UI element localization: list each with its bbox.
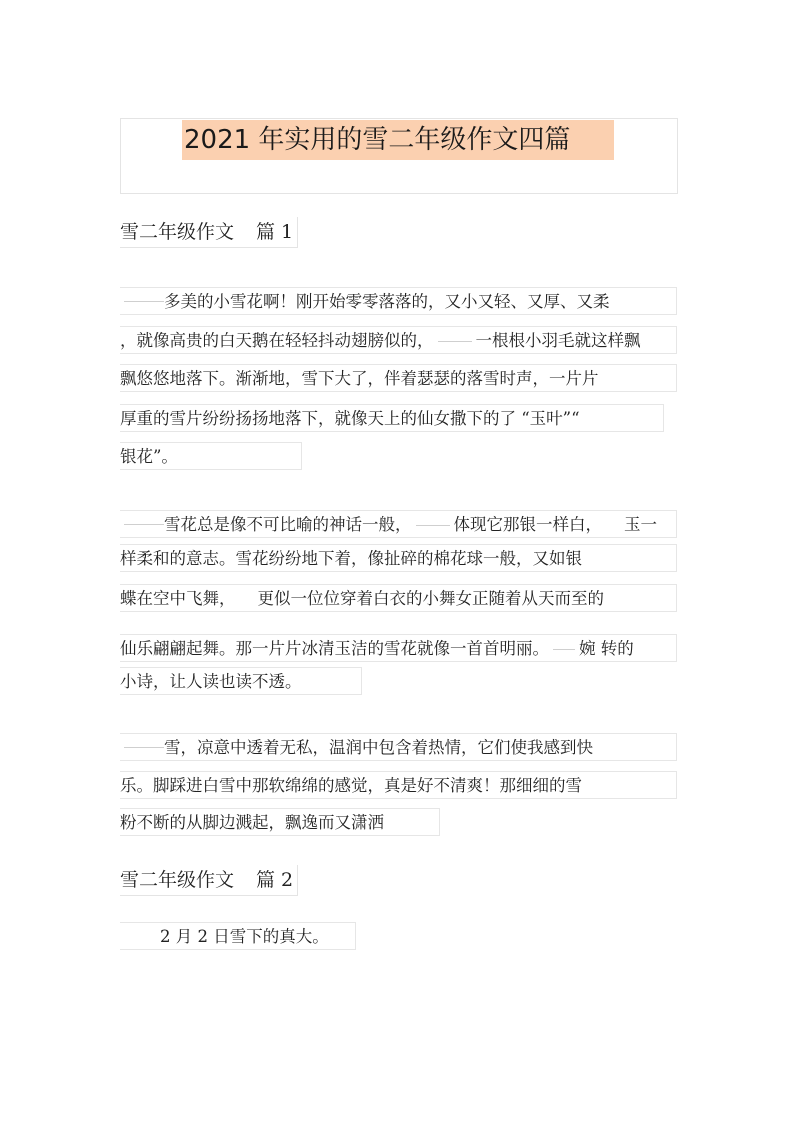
paragraph-line (120, 584, 677, 612)
text-run: ，就像高贵的白天鹅在轻轻抖动翅膀似的， (120, 331, 434, 350)
paragraph-line (120, 733, 677, 761)
paragraph-line (120, 634, 677, 662)
text-run: 更似一位位穿着白衣的小舞女正随着从天而至的 (257, 589, 604, 608)
spacing-gap (416, 525, 450, 526)
text-run: 小诗，让人读也读不透。 (120, 672, 302, 691)
text-run: 雪，凉意中透着无私，温润中包含着热情，它们使我感到快 (164, 738, 593, 757)
text-run: 仙乐翩翩起舞。那一片片冰清玉洁的雪花就像一首首明丽。 (120, 639, 549, 658)
text-run: 2 月 2 日雪下的真大。 (160, 927, 329, 946)
spacing-gap (553, 649, 575, 650)
text-run: 样柔和的意志。雪花纷纷地下着，像扯碎的棉花球一般，又如银 (120, 549, 582, 568)
section-heading-number: 篇 2 (256, 869, 294, 891)
document-title: 2021 年实用的雪二年级作文四篇 (182, 120, 614, 160)
text-run: 雪花总是像不可比喻的神话一般， (164, 515, 412, 534)
text-run: 蝶在空中飞舞， (120, 589, 236, 608)
text-run: 体现它那银一样白， (453, 515, 602, 534)
text-run: 粉不断的从脚边溅起，飘逸而又潇洒 (120, 813, 384, 832)
section-heading-number: 篇 1 (256, 221, 294, 243)
text-run: 一根根小羽毛就这样飘 (475, 331, 641, 350)
paragraph-line (120, 771, 677, 799)
paragraph-line (120, 544, 677, 572)
section-heading-text: 雪二年级作文 (120, 869, 235, 891)
text-run: 厚重的雪片纷纷扬扬地落下，就像天上的仙女撒下的了 “玉叶”“ (120, 409, 580, 428)
paragraph-line (120, 808, 440, 836)
paragraph-line (120, 667, 362, 695)
text-run: 玉一 (624, 515, 657, 534)
section-heading-2 (120, 865, 298, 896)
section-heading-text: 雪二年级作文 (120, 221, 235, 243)
text-run: 银花”。 (120, 447, 178, 466)
text-run: 多美的小雪花啊！刚开始零零落落的，又小又轻、又厚、又柔 (164, 292, 610, 311)
paragraph-line (120, 326, 677, 354)
paragraph-line (120, 364, 677, 392)
paragraph-line (120, 510, 677, 538)
paragraph-line (120, 404, 664, 432)
paragraph-line (120, 442, 302, 470)
section-heading-1 (120, 217, 298, 248)
text-run: 飘悠悠地落下。渐渐地，雪下大了，伴着瑟瑟的落雪时声，一片片 (120, 369, 599, 388)
text-run: 婉 转的 (579, 639, 634, 658)
spacing-gap (438, 341, 472, 342)
paragraph-line (120, 287, 677, 315)
paragraph-line (120, 922, 356, 950)
text-run: 乐。脚踩进白雪中那软绵绵的感觉，真是好不清爽！那细细的雪 (120, 776, 582, 795)
